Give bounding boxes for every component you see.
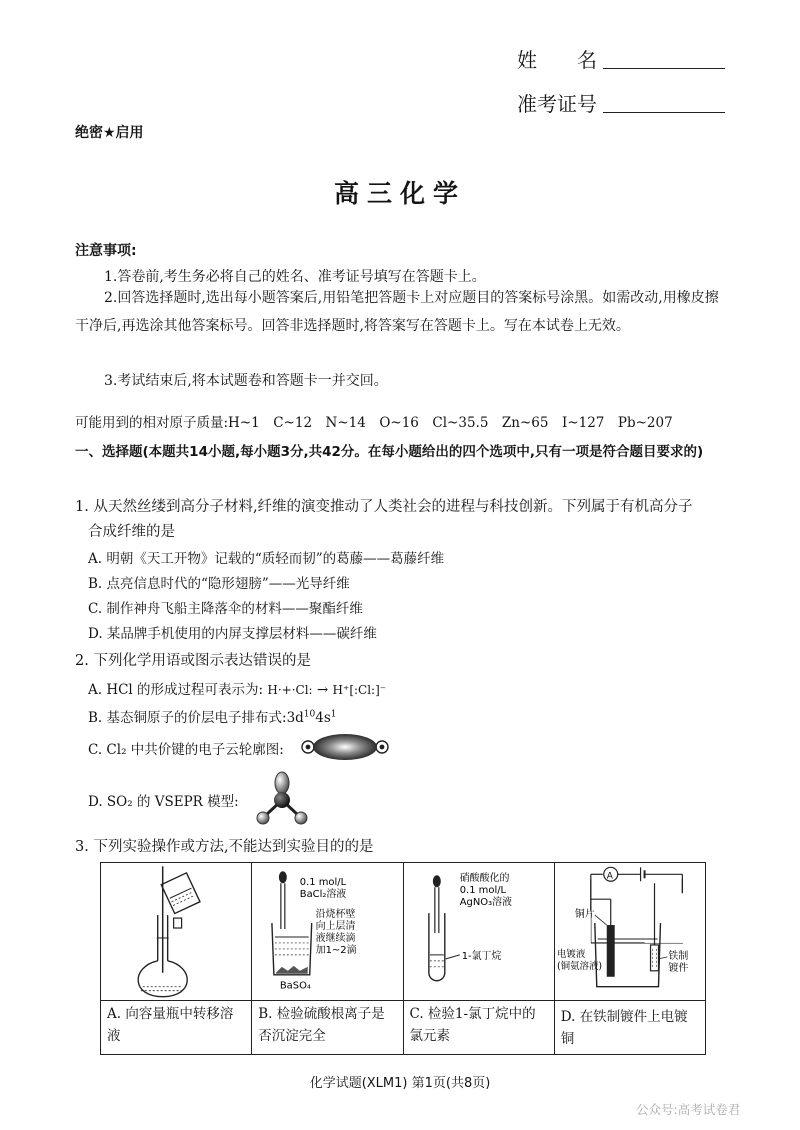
cu-config-4s: 4s	[315, 710, 331, 726]
notice-item-2: 2.回答选择题时,选出每小题答案后,用铅笔把答题卡上对应题目的答案标号涂黑。如需改动,用橡皮擦干净后,再选涂其他答案标号。回答非选择题时,将答案写在答题卡上。写在本试卷上无效。	[75, 290, 719, 334]
arrow-icon: →	[316, 682, 329, 698]
plating-solution-label-line2: (铜氨溶液)	[556, 960, 602, 972]
q1-option-c: C. 制作神舟飞船主降落伞的材料——聚酯纤维	[88, 601, 363, 617]
cell-c-diagram	[403, 863, 554, 1001]
page-title: 高三化学	[333, 179, 466, 208]
cell-b-note-line4: 加1~2滴	[315, 944, 357, 956]
notice-heading: 注意事项:	[75, 243, 137, 259]
cell-b-note-line3: 液继续滴	[315, 932, 356, 944]
cell-b-reagent-line2: BaCl₂溶液	[300, 889, 347, 901]
q2-option-a-text: A. HCl 的形成过程可表示为:	[88, 682, 264, 698]
id-blank-line	[603, 94, 725, 113]
cell-c-reagent-line1: 硝酸酸化的	[459, 873, 509, 885]
cell-b-reagent-line1: 0.1 mol/L	[300, 877, 347, 889]
iron-part-label-line1: 铁制	[668, 950, 689, 962]
notice-item-3: 3.考试结束后,将本试题卷和答题卡一并交回。	[104, 373, 388, 389]
page-footer: 化学试题(XLM1) 第1页(共8页)	[309, 1076, 491, 1091]
q1-option-b: B. 点亮信息时代的“隐形翅膀”——光导纤维	[88, 576, 350, 592]
test-tube-icon	[404, 863, 554, 1000]
q1-option-d: D. 某品牌手机使用的内屏支撑层材料——碳纤维	[88, 626, 377, 642]
cell-c-label: 1-氯丁烷	[461, 950, 501, 962]
name-label: 姓 名	[517, 48, 597, 72]
volumetric-flask-icon	[101, 863, 251, 1000]
cell-d-diagram	[554, 863, 705, 1001]
q2-stem: 2. 下列化学用语或图示表达错误的是	[75, 653, 311, 669]
hcl-formula-right: H⁺[:Cl:]⁻	[332, 683, 387, 697]
cell-a-diagram	[101, 863, 252, 1001]
so2-vsepr-model-icon	[252, 770, 312, 828]
hcl-formula-left: H·+·Cl:	[267, 683, 313, 697]
q1-option-a: A. 明朝《天工开物》记载的“质轻而韧”的葛藤——葛藤纤维	[88, 551, 445, 567]
atomic-masses: 可能用到的相对原子质量:H~1 C~12 N~14 O~16 Cl~35.5 Zn~65 I~127 Pb~207	[75, 415, 673, 431]
cu-config-sup-1: 1	[330, 709, 337, 720]
watermark: 公众号:高考试卷君	[636, 1102, 741, 1117]
beaker-dropper-icon	[252, 863, 402, 1000]
cell-b-note-line2: 向上层清	[315, 921, 356, 933]
secret-mark: 绝密★启用	[75, 125, 144, 141]
plating-solution-label-line1: 电镀液	[556, 948, 586, 960]
name-field	[517, 44, 725, 73]
electron-cloud-icon	[300, 733, 390, 761]
q2-option-d: D. SO₂ 的 VSEPR 模型:	[88, 794, 239, 810]
caption-b: B. 检验硫酸根离子是否沉淀完全	[252, 1001, 403, 1055]
cell-b-note-line1: 沿烧杯壁	[315, 909, 356, 921]
q1-stem-line2: 合成纤维的是	[88, 524, 175, 540]
section-heading: 一、选择题(本题共14小题,每小题3分,共42分。在每小题给出的四个选项中,只有一项是符合题目要求的)	[75, 444, 704, 460]
q1-stem-line1: 1. 从天然丝缕到高分子材料,纤维的演变推动了人类社会的进程与科技创新。下列属于有机高分子	[75, 499, 693, 515]
q3-stem: 3. 下列实验操作或方法,不能达到实验目的的是	[75, 839, 374, 855]
caption-c: C. 检验1-氯丁烷中的氯元素	[403, 1001, 554, 1055]
cell-b-diagram	[252, 863, 403, 1001]
cu-config-sup-10: 10	[303, 709, 316, 720]
q2-option-c: C. Cl₂ 中共价键的电子云轮廓图:	[88, 742, 284, 758]
caption-d: D. 在铁制镀件上电镀铜	[554, 1001, 705, 1055]
caption-a: A. 向容量瓶中转移溶液	[101, 1001, 252, 1055]
ammeter-label: A	[606, 871, 613, 882]
q2-option-b-text: B. 基态铜原子的价层电子排布式:	[88, 710, 287, 726]
electroplating-cell-icon	[555, 863, 705, 1000]
name-blank-line	[603, 50, 725, 69]
id-field	[517, 88, 725, 117]
cell-c-reagent-line3: AgNO₃溶液	[459, 897, 512, 909]
iron-part-label-line2: 镀件	[668, 962, 689, 974]
copper-plate-label: 铜片	[574, 909, 595, 921]
q2-option-a	[88, 678, 386, 698]
q2-option-b	[88, 706, 337, 726]
cu-config-3d: 3d	[286, 710, 304, 726]
cell-c-reagent-line2: 0.1 mol/L	[459, 885, 506, 897]
q3-experiment-table	[100, 862, 706, 1055]
id-label: 准考证号	[517, 92, 597, 116]
notice-item-1: 1.答卷前,考生务必将自己的姓名、准考证号填写在答题卡上。	[104, 269, 486, 285]
cell-b-precip-label: BaSO₄	[280, 980, 312, 992]
cu-config	[287, 710, 337, 726]
